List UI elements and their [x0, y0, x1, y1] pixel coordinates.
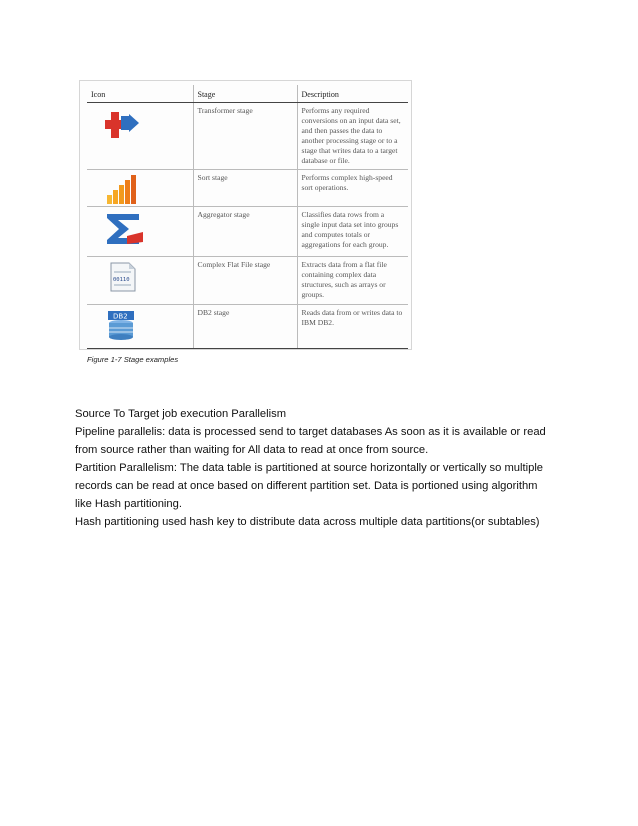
stage-description: Extracts data from a flat file containing complex data structures, such as arrays or groups. [297, 257, 408, 305]
paragraph-pipeline: Pipeline parallelis: data is processed send to target databases As soon as it is available or read from source rather than waiting for All data to read at once from source. [75, 426, 546, 456]
aggregator-icon [105, 212, 145, 240]
icon-cell [87, 170, 193, 207]
stage-examples-table [87, 85, 408, 349]
table-row [87, 305, 408, 349]
db2-icon [105, 310, 145, 338]
stage-description: Classifies data rows from a single input data set into groups and computes totals or aggregations for each group. [297, 207, 408, 257]
header-icon: Icon [87, 85, 193, 103]
table-row [87, 257, 408, 305]
table-row [87, 103, 408, 170]
header-stage: Stage [193, 85, 297, 103]
stage-description: Performs any required conversions on an input data set, and then passes the data to another processing stage or to a stage that writes data to a target database or file. [297, 103, 408, 170]
table-row [87, 207, 408, 257]
paragraph-hash: Hash partitioning used hash key to distribute data across multiple data partitions(or subtables) [75, 516, 540, 528]
table-header-row [87, 85, 408, 103]
stage-name: Sort stage [193, 170, 297, 207]
sort-icon [105, 175, 145, 203]
body-text [75, 405, 555, 531]
stage-name: Transformer stage [193, 103, 297, 170]
icon-cell [87, 103, 193, 170]
stage-description: Performs complex high-speed sort operations. [297, 170, 408, 207]
icon-cell [87, 257, 193, 305]
figure-caption: Figure 1-7 Stage examples [87, 355, 179, 364]
flat-file-icon [105, 262, 145, 290]
stage-description: Reads data from or writes data to IBM DB2. [297, 305, 408, 349]
stage-name: Complex Flat File stage [193, 257, 297, 305]
header-description: Description [297, 85, 408, 103]
table-row [87, 170, 408, 207]
flat-file-icon-text: 00110 [113, 277, 130, 283]
paragraph-heading: Source To Target job execution Parallelism [75, 408, 287, 420]
icon-cell [87, 305, 193, 349]
transformer-icon [105, 108, 145, 136]
stage-name: DB2 stage [193, 305, 297, 349]
figure-frame [79, 80, 412, 350]
icon-cell [87, 207, 193, 257]
paragraph-partition: Partition Parallelism: The data table is partitioned at source horizontally or vertically so multiple records can be read at once based on different partition set. Data is portioned using algorithm like Hash partitioning. [75, 462, 544, 510]
stage-name: Aggregator stage [193, 207, 297, 257]
db2-icon-text: DB2 [113, 312, 128, 321]
